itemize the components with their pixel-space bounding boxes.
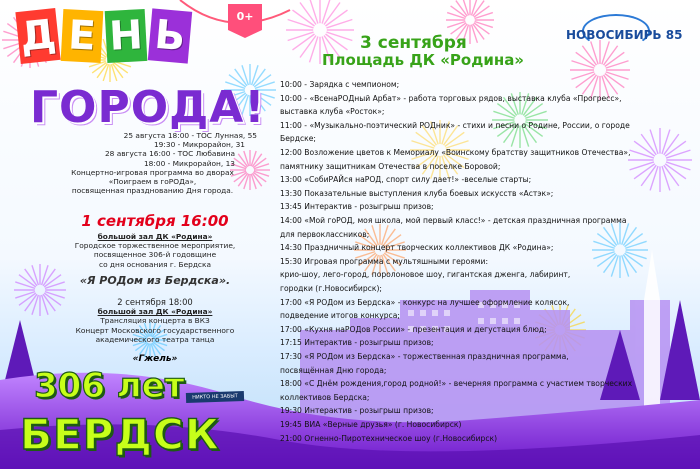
early-event-line: посвященная празднованию Дня города.: [71, 186, 234, 196]
sep2-line: академического театра танца: [95, 334, 215, 344]
early-event-line: Концертно-игровая программа во дворах: [71, 167, 234, 177]
schedule-line: 17:15 Интерактив - розыгрыш призов;: [280, 338, 434, 348]
title-letter-3: Н: [105, 9, 148, 63]
schedule-line: 12:00 Возложение цветов к Мемориалу «Воинскому братству защитников Отечества»,: [280, 148, 631, 157]
schedule-line: 18:00 «С Днём рождения,город родной!» - вечерняя программа с участием творческих: [280, 379, 633, 389]
title-letter-4: Ь: [148, 8, 192, 63]
title-letter-1: Д: [15, 8, 60, 64]
schedule-line: 15:30 Игровая программа с мультяшными героями:: [280, 256, 489, 266]
anniversary-label: 306 лет: [34, 366, 185, 406]
schedule-line: 14:30 Праздничный концерт творческих коллективов ДК «Родина»;: [280, 243, 554, 253]
memorial-sign: НИКТО НЕ ЗАБЫТ: [186, 391, 244, 403]
schedule-line: памятнику защитникам Отечества в поселке Боровой;: [280, 161, 501, 171]
sep1-venue: большой зал ДК «Родина»: [97, 232, 213, 241]
sep1-line: со дня основания г. Бердска: [99, 259, 211, 269]
schedule-line: 21:00 Огненно-Пиротехническое шоу (г.Новосибирск): [280, 433, 498, 443]
schedule-line: 17:30 «Я РОДом из Бердска» - торжественная праздничная программа,: [280, 352, 569, 361]
schedule-line: посвящённая Дню города;: [280, 365, 387, 375]
age-rating-flag: [228, 4, 262, 38]
title-letter-2: Е: [61, 9, 104, 63]
schedule-line: Бердске;: [280, 134, 316, 144]
logo-text: НОВОСИБИРЬ 85: [566, 28, 683, 42]
sep1-line: Городское торжественное мероприятие,: [74, 241, 236, 251]
early-event-line: 18:00 - Микрорайон, 13: [143, 158, 235, 168]
sep2-event-name: «Гжель»: [132, 354, 178, 364]
city-name: БЕРДСК: [20, 410, 221, 459]
schedule-line: 17:00 «Я РОДом из Бердска» - конкурс на лучшее оформление колясок,: [280, 297, 570, 307]
sep2-line: Трансляция концерта в ВКЗ: [100, 316, 210, 326]
age-rating: 0+: [236, 10, 254, 23]
schedule-line: 13:45 Интерактив - розыгрыш призов;: [280, 202, 434, 212]
schedule-line: 13:30 Показательные выступления клуба боевых искусств «Астэк»;: [280, 188, 554, 198]
schedule-line: 10:00 - Зарядка с чемпионом;: [280, 80, 400, 89]
early-event-line: 19:30 - Микрорайон, 31: [153, 140, 245, 150]
schedule-line: 11:00 - «Музыкально-поэтический РОДник» - стихи и песни о Родине, России, о городе: [280, 120, 630, 130]
early-event-line: 25 августа 18:00 - ТОС Лунная, 55: [123, 131, 257, 140]
schedule-line: 13:00 «СобиРАЙся наРОД, спорт силу дает!» -веселые старты;: [280, 175, 532, 185]
sep1-line: посвященное 306-й годовщине: [93, 250, 217, 260]
early-event-line: «Поиграем в гоРОДа»,: [108, 177, 197, 187]
schedule-line: выставка клуба «Росток»;: [280, 107, 385, 117]
schedule-line: крио-шоу, лего-город, поролоновое шоу, гигантская дженга, лабиринт,: [280, 270, 571, 280]
title-word-day: [18, 10, 198, 68]
schedule-line: 10:00 - «ВсенаРОДный Арбат» - работа торговых рядов, выставка клуба «Прогресс»,: [280, 93, 622, 103]
sep2-heading: 2 сентября 18:00: [117, 297, 193, 307]
sep1-event-name: «Я РОДом из Бердска».: [79, 274, 231, 287]
main-day-place: Площадь ДК «Родина»: [322, 51, 525, 69]
sep2-venue: большой зал ДК «Родина»: [97, 307, 213, 317]
early-events: [30, 131, 275, 195]
schedule-line: городки (г.Новосибирск);: [280, 284, 382, 293]
sep2-details: [40, 298, 270, 344]
main-day-date: 3 сентября: [360, 33, 467, 53]
schedule-line: подведение итогов конкурса;: [280, 311, 400, 321]
sep1-heading: 1 сентября 16:00: [81, 212, 229, 230]
sep2-line: Концерт Московского государственного: [75, 325, 235, 335]
sep1-details: [40, 232, 270, 269]
schedule-line: 19:30 Интерактив - розыгрыш призов;: [280, 406, 434, 416]
schedule-line: 14:00 «Мой гоРОД, моя школа, мой первый класс!» - детская праздничная программа: [280, 216, 627, 225]
schedule-line: коллективов Бердска;: [280, 392, 370, 402]
early-event-line: 28 августа 16:00 - ТОС Любавина: [104, 149, 235, 159]
title-word-city: ГОРОДА!: [30, 82, 266, 133]
schedule-line: 17:00 «Кухня наРОДов России» - презентация и дегустация блюд;: [280, 324, 547, 334]
schedule-line: для первоклассников;: [280, 229, 370, 239]
schedule-line: 19:45 ВИА «Верные друзья» (г. Новосибирск): [280, 420, 462, 429]
